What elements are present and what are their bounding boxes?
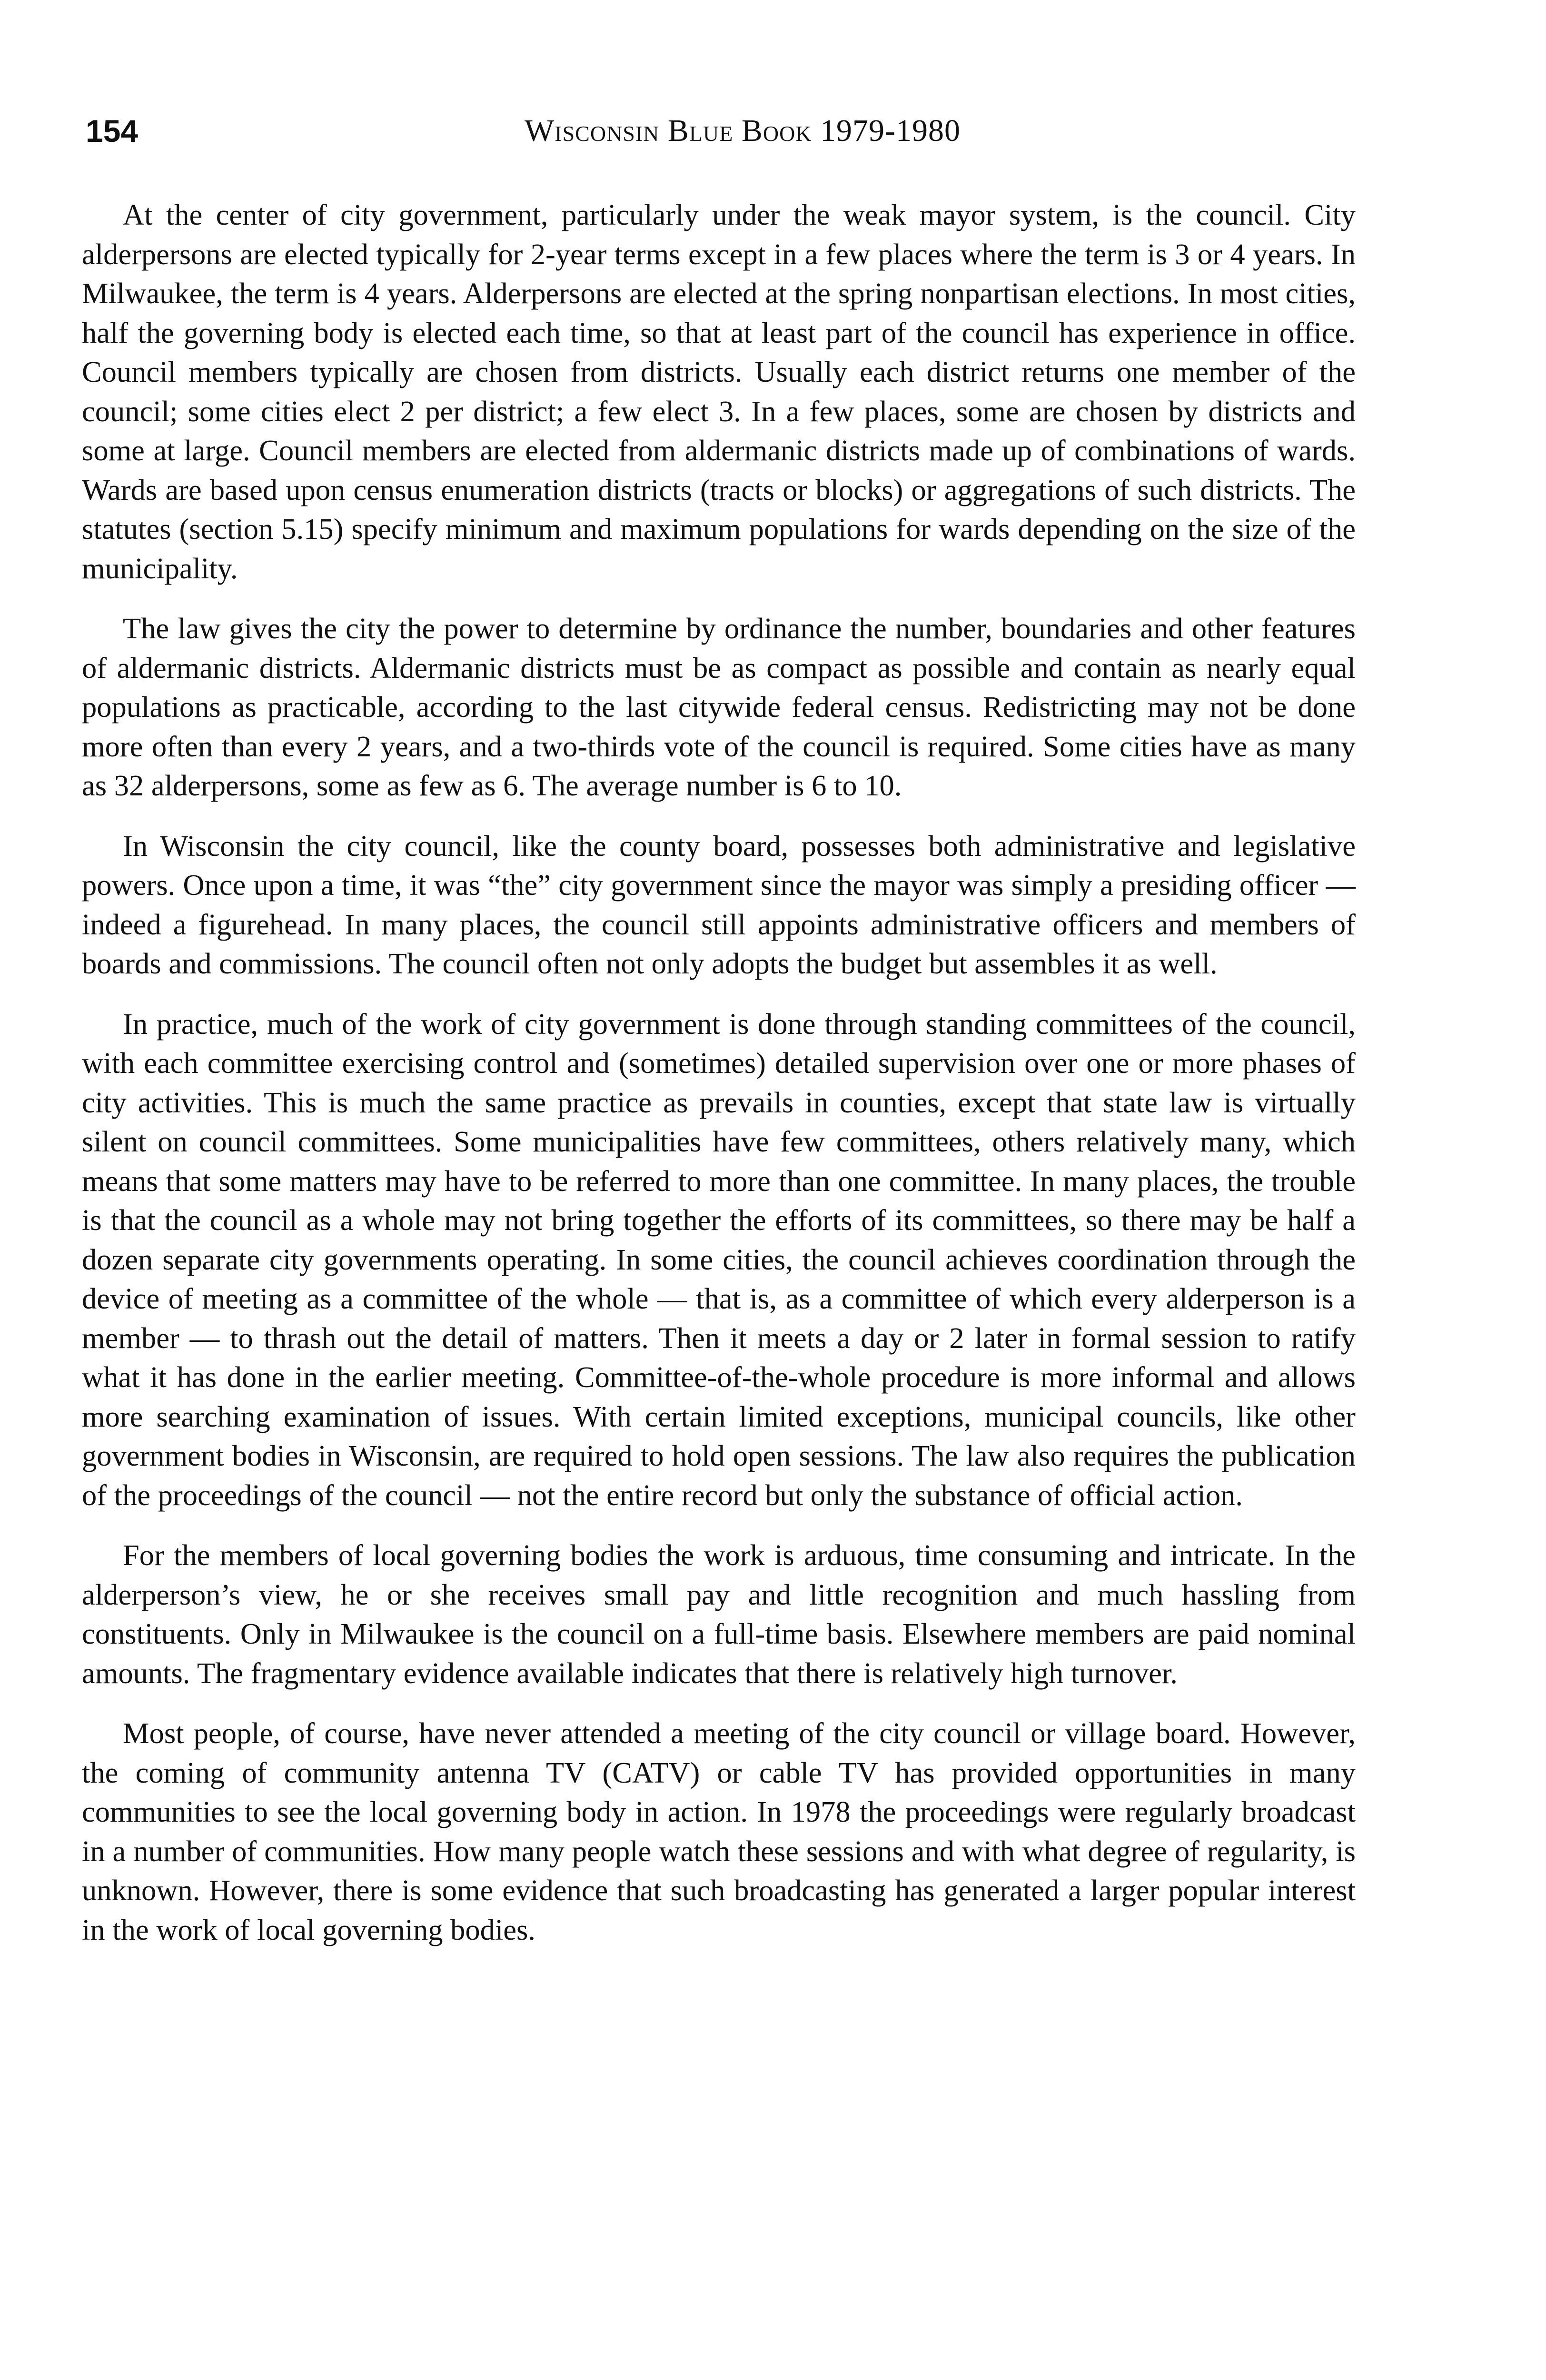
- paragraph-aldermanic-districts: The law gives the city the power to determine by ordinance the number, boundaries and other features of aldermanic districts. Aldermanic districts must be as compact as possible and contain as nearly equal populations as practicable, according to the last citywide federal census. Redistricting may not be done more often than every 2 years, and a two-thirds vote of the council is required. Some cities have as many as 32 alderpersons, some as few as 6. The average number is 6 to 10.: [82, 612, 1356, 802]
- paragraph-standing-committees: In practice, much of the work of city government is done through standing committees of the council, with each committee exercising control and (sometimes) detailed supervision over one or more phases of city activities. This is much the same practice as prevails in counties, except that state law is virtually silent on council committees. Some municipalities have few committees, others relatively many, which means that some matters may have to be referred to more than one committee. In many places, the trouble is that the council as a whole may not bring together the efforts of its committees, so there may be half a dozen separate city governments operating. In some cities, the council achieves coordination through the device of meeting as a committee of the whole — that is, as a committee of which every alderperson is a member — to thrash out the detail of matters. Then it meets a day or 2 later in formal session to ratify what it has done in the earlier meeting. Committee-of-the-whole procedure is more informal and allows more searching examination of issues. With certain limited exceptions, municipal councils, like other government bodies in Wisconsin, are required to hold open sessions. The law also requires the publication of the proceedings of the council — not the entire record but only the substance of official action.: [82, 1007, 1356, 1512]
- page-number: 154: [86, 113, 139, 149]
- paragraph-council-powers: In Wisconsin the city council, like the county board, possesses both administrative and legislative powers. Once upon a time, it was “the” city government since the mayor was simply a presiding officer — indeed a figurehead. In many places, the council still appoints administrative officers and members of boards and commissions. The council often not only adopts the budget but assembles it as well.: [82, 829, 1356, 980]
- paragraph-member-workload: For the members of local governing bodies the work is arduous, time consuming and intricate. In the alderperson’s view, he or she receives small pay and little recognition and much hassling from constituents. Only in Milwaukee is the council on a full-time basis. Elsewhere members are paid nominal amounts. The fragmentary evidence available indicates that there is relatively high turnover.: [82, 1538, 1356, 1690]
- running-title: Wisconsin Blue Book 1979-1980: [524, 113, 961, 148]
- page-header: [86, 112, 1399, 159]
- paragraph-cable-tv: Most people, of course, have never attended a meeting of the city council or village board. However, the coming of community antenna TV (CATV) or cable TV has provided opportunities in many communities to see the local governing body in action. In 1978 the proceedings were regularly broadcast in a number of communities. How many people watch these sessions and with what degree of regularity, is unknown. However, there is some evidence that such broadcasting has generated a larger popular interest in the work of local governing bodies.: [82, 1716, 1356, 1946]
- paragraph-council-elections: At the center of city government, particularly under the weak mayor system, is the council. City alderpersons are elected typically for 2-year terms except in a few places where the term is 3 or 4 years. In Milwaukee, the term is 4 years. Alderpersons are elected at the spring nonpartisan elections. In most cities, half the governing body is elected each time, so that at least part of the council has experience in office. Council members typically are chosen from districts. Usually each district returns one member of the council; some cities elect 2 per district; a few elect 3. In a few places, some are chosen by districts and some at large. Council members are elected from aldermanic districts made up of combinations of wards. Wards are based upon census enumeration districts (tracts or blocks) or aggregations of such districts. The statutes (section 5.15) specify minimum and maximum populations for wards depending on the size of the municipality.: [82, 198, 1356, 585]
- body-text: [82, 195, 1356, 1949]
